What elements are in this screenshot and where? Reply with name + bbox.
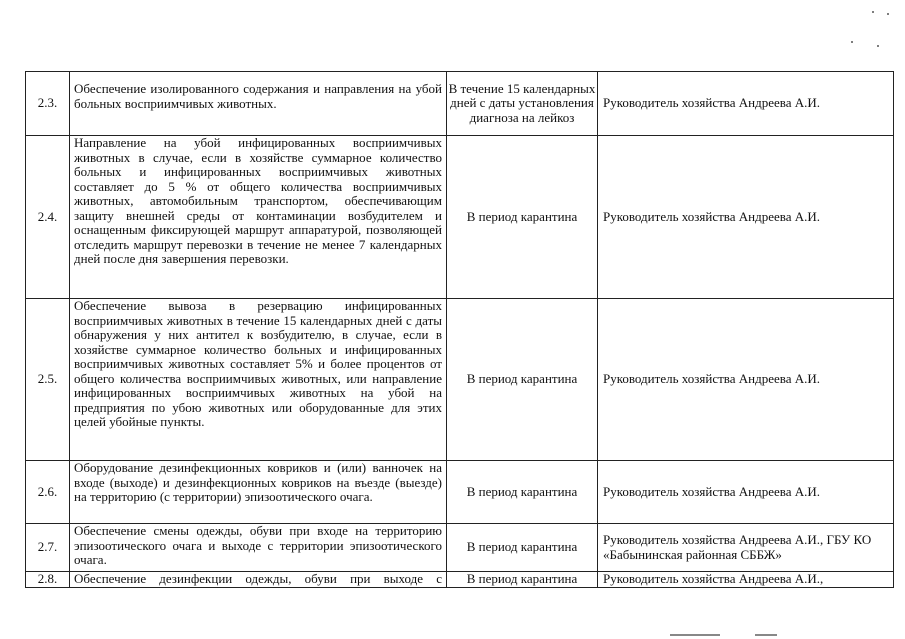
term-cell: В период карантина — [447, 461, 598, 524]
action-cell: Обеспечение вывоза в резервацию инфицированных восприимчивых животных в течение 15 календарных дней с даты обнаружения у них антител к возбудителю, в случае, если в хозяйстве суммарное количество больных и инфицированных восприимчивых животных составляет 5% и более процентов от общего количества восприимчивых животных, или направление инфицированных восприимчивых животных на убой на предприятия по убою животных или оборудованные для этих целей убойные пункты. — [70, 299, 447, 461]
row-number: 2.7. — [26, 524, 70, 572]
action-cell: Обеспечение смены одежды, обуви при входе на территорию эпизоотического очага и выходе с территории эпизоотического очага. — [70, 524, 447, 572]
table-row — [26, 72, 894, 136]
term-cell: В период карантина — [447, 572, 598, 588]
scan-speck — [887, 13, 889, 15]
scan-mark — [670, 634, 720, 636]
action-cell: Обеспечение дезинфекции одежды, обуви при выходе с — [70, 572, 447, 588]
responsible-cell: Руководитель хозяйства Андреева А.И. — [598, 72, 894, 136]
responsible-cell: Руководитель хозяйства Андреева А.И., ГБУ КО «Бабынинская районная СББЖ» — [598, 524, 894, 572]
term-cell: В период карантина — [447, 299, 598, 461]
row-number: 2.3. — [26, 72, 70, 136]
measures-table — [25, 71, 894, 588]
table-row — [26, 524, 894, 572]
table-row — [26, 461, 894, 524]
table-row — [26, 299, 894, 461]
row-number: 2.6. — [26, 461, 70, 524]
row-number: 2.8. — [26, 572, 70, 588]
scan-speck — [872, 11, 874, 13]
responsible-cell: Руководитель хозяйства Андреева А.И. — [598, 136, 894, 299]
table-row — [26, 572, 894, 588]
scan-speck — [877, 45, 879, 47]
table-row — [26, 136, 894, 299]
action-cell: Направление на убой инфицированных восприимчивых животных в случае, если в хозяйстве суммарное количество больных и инфицированных восприимчивых животных составляет до 5 % от общего количества восприимчивых животных, автомобильным транспортом, обеспечивающим защиту внешней среды от контаминации возбудителем и оснащенным фиксирующей маршрут аппаратурой, позволяющей отследить маршрут перевозки в течение не менее 7 календарных дней после дня завершения перевозки. — [70, 136, 447, 299]
term-cell: В течение 15 календарных дней с даты установления диагноза на лейкоз — [447, 72, 598, 136]
row-number: 2.4. — [26, 136, 70, 299]
responsible-cell: Руководитель хозяйства Андреева А.И., — [598, 572, 894, 588]
responsible-cell: Руководитель хозяйства Андреева А.И. — [598, 461, 894, 524]
responsible-cell: Руководитель хозяйства Андреева А.И. — [598, 299, 894, 461]
scan-mark — [755, 634, 777, 636]
scan-speck — [851, 41, 853, 43]
action-cell: Оборудование дезинфекционных ковриков и (или) ванночек на входе (выходе) и дезинфекционных ковриков на въезде (выезде) на территорию (с территории) эпизоотического очага. — [70, 461, 447, 524]
term-cell: В период карантина — [447, 136, 598, 299]
action-cell: Обеспечение изолированного содержания и направления на убой больных восприимчивых животных. — [70, 72, 447, 136]
term-cell: В период карантина — [447, 524, 598, 572]
row-number: 2.5. — [26, 299, 70, 461]
